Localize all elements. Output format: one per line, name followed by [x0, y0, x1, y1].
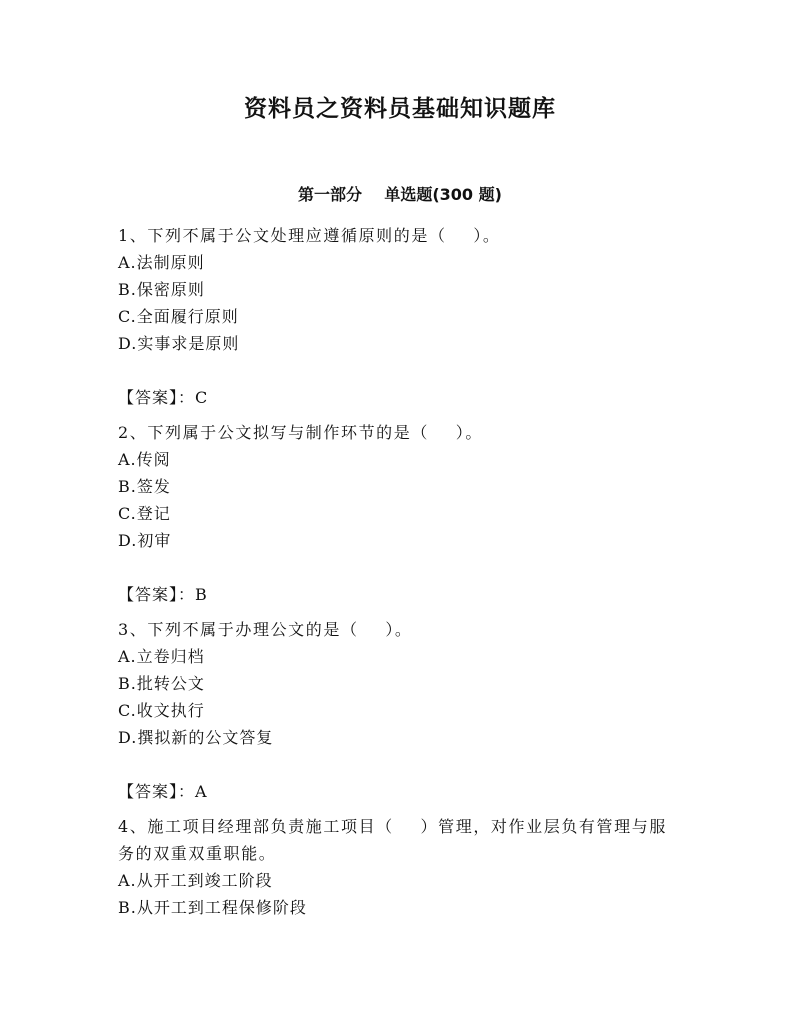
option-a: A.从开工到竣工阶段 [118, 871, 273, 890]
option-a: A.传阅 [118, 450, 171, 469]
question-2 [118, 419, 678, 608]
answer-label: 【答案】：A [118, 782, 208, 801]
option-d: D.实事求是原则 [118, 334, 240, 353]
option-b: B.保密原则 [118, 280, 205, 299]
answer-label: 【答案】：C [118, 388, 209, 407]
question-stem: 4、施工项目经理部负责施工项目（ ）管理，对作业层负有管理与服务的双重双重职能。 [118, 817, 667, 863]
answer-label: 【答案】：B [118, 585, 208, 604]
question-4 [118, 813, 678, 921]
option-b: B.签发 [118, 477, 171, 496]
option-b: B.从开工到工程保修阶段 [118, 898, 307, 917]
section-heading: 第一部分 单选题(300 题) [298, 185, 502, 204]
document-title: 资料员之资料员基础知识题库 [244, 96, 556, 122]
question-stem: 1、下列不属于公文处理应遵循原则的是（ ）。 [118, 226, 501, 245]
option-d: D.初审 [118, 531, 172, 550]
option-a: A.立卷归档 [118, 647, 205, 666]
option-d: D.撰拟新的公文答复 [118, 728, 274, 747]
question-stem: 3、下列不属于办理公文的是（ ）。 [118, 620, 413, 639]
question-list [118, 222, 678, 921]
question-3 [118, 616, 678, 805]
option-c: C.收文执行 [118, 701, 205, 720]
question-1 [118, 222, 678, 411]
option-b: B.批转公文 [118, 674, 205, 693]
option-c: C.全面履行原则 [118, 307, 239, 326]
option-a: A.法制原则 [118, 253, 205, 272]
option-c: C.登记 [118, 504, 171, 523]
question-stem: 2、下列属于公文拟写与制作环节的是（ ）。 [118, 423, 483, 442]
